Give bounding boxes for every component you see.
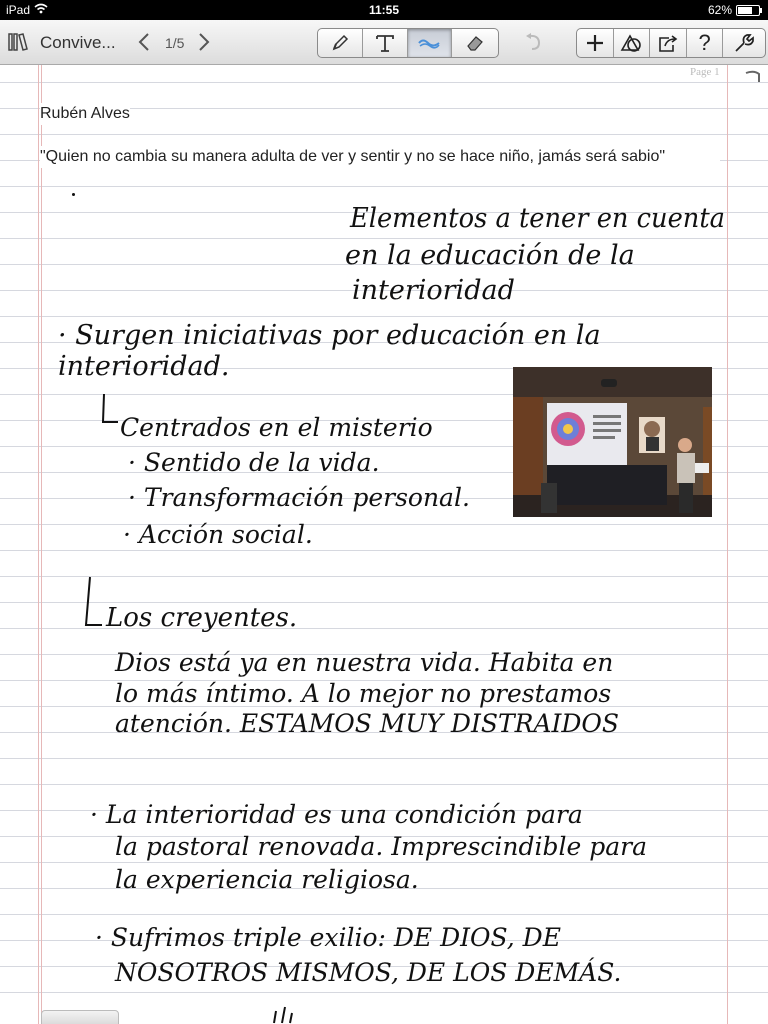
- handwritten-line: · Sufrimos triple exilio: DE DIOS, DE: [95, 923, 561, 952]
- handwritten-line: · La interioridad es una condición para: [90, 800, 583, 829]
- handwritten-line: · Acción social.: [123, 520, 313, 549]
- page-label: Page 1: [690, 66, 720, 78]
- margin-line: [38, 65, 39, 1024]
- pen-icon[interactable]: [318, 29, 363, 57]
- margin-line: [41, 65, 42, 1024]
- shapes-icon[interactable]: [614, 29, 651, 57]
- tool-selector: [317, 28, 499, 58]
- battery-icon: [736, 5, 760, 16]
- handwritten-line: Dios está ya en nuestra vida. Habita en: [115, 648, 614, 677]
- handwritten-line: la experiencia religiosa.: [115, 865, 419, 894]
- eraser-icon[interactable]: [452, 29, 498, 57]
- status-bar: [0, 0, 768, 20]
- presentation-photo[interactable]: [513, 367, 712, 517]
- page-indicator: 1/5: [165, 35, 185, 51]
- author-name: Rubén Alves: [40, 103, 130, 125]
- text-icon[interactable]: [363, 29, 408, 57]
- status-right: [708, 3, 760, 17]
- handwritten-line: interioridad.: [58, 351, 230, 382]
- next-page-icon[interactable]: [198, 32, 210, 52]
- arrow-mark: [80, 575, 104, 631]
- notebook-page[interactable]: [0, 65, 768, 1024]
- handwritten-heading-line: Elementos a tener en cuenta: [350, 203, 725, 234]
- handwritten-line: NOSOTROS MISMOS, DE LOS DEMÁS.: [115, 958, 622, 987]
- wrench-icon[interactable]: [723, 29, 765, 57]
- library-icon[interactable]: [8, 32, 30, 52]
- highlighter-icon[interactable]: [408, 29, 453, 57]
- ink-stroke: [268, 1005, 308, 1024]
- handwritten-line: lo más íntimo. A lo mejor no prestamos: [115, 679, 612, 708]
- prev-page-icon[interactable]: [138, 32, 150, 52]
- toolbar: [0, 20, 768, 65]
- help-icon[interactable]: ?: [687, 29, 724, 57]
- battery-percent: 62%: [707, 3, 732, 17]
- arrow-mark: [100, 392, 122, 432]
- page-scroll-handle[interactable]: [41, 1010, 119, 1024]
- page-curl-icon[interactable]: [744, 69, 762, 83]
- document-title[interactable]: Convive...: [40, 33, 116, 52]
- device-name: iPad: [6, 3, 31, 17]
- handwritten-line: · Surgen iniciativas por educación en la: [58, 320, 601, 351]
- handwritten-line: Los creyentes.: [106, 603, 298, 633]
- action-group: [576, 28, 766, 58]
- undo-icon[interactable]: [523, 31, 545, 53]
- status-time: 11:55: [368, 3, 400, 17]
- handwritten-line: Centrados en el misterio: [120, 413, 433, 442]
- handwritten-line: la pastoral renovada. Imprescindible para: [115, 832, 647, 861]
- export-icon[interactable]: [650, 29, 687, 57]
- handwritten-line: · Transformación personal.: [128, 483, 470, 512]
- quote-text: "Quien no cambia su manera adulta de ver y sentir y no se hace niño, jamás será sabio": [40, 146, 720, 168]
- ink-dot: [72, 193, 75, 196]
- handwritten-heading-line: en la educación de la: [345, 240, 635, 271]
- handwritten-line: atención. ESTAMOS MUY DISTRAIDOS: [115, 709, 620, 738]
- plus-icon[interactable]: [577, 29, 614, 57]
- margin-line: [727, 65, 728, 1024]
- handwritten-line: · Sentido de la vida.: [128, 448, 380, 477]
- handwritten-heading-line: interioridad: [352, 275, 515, 306]
